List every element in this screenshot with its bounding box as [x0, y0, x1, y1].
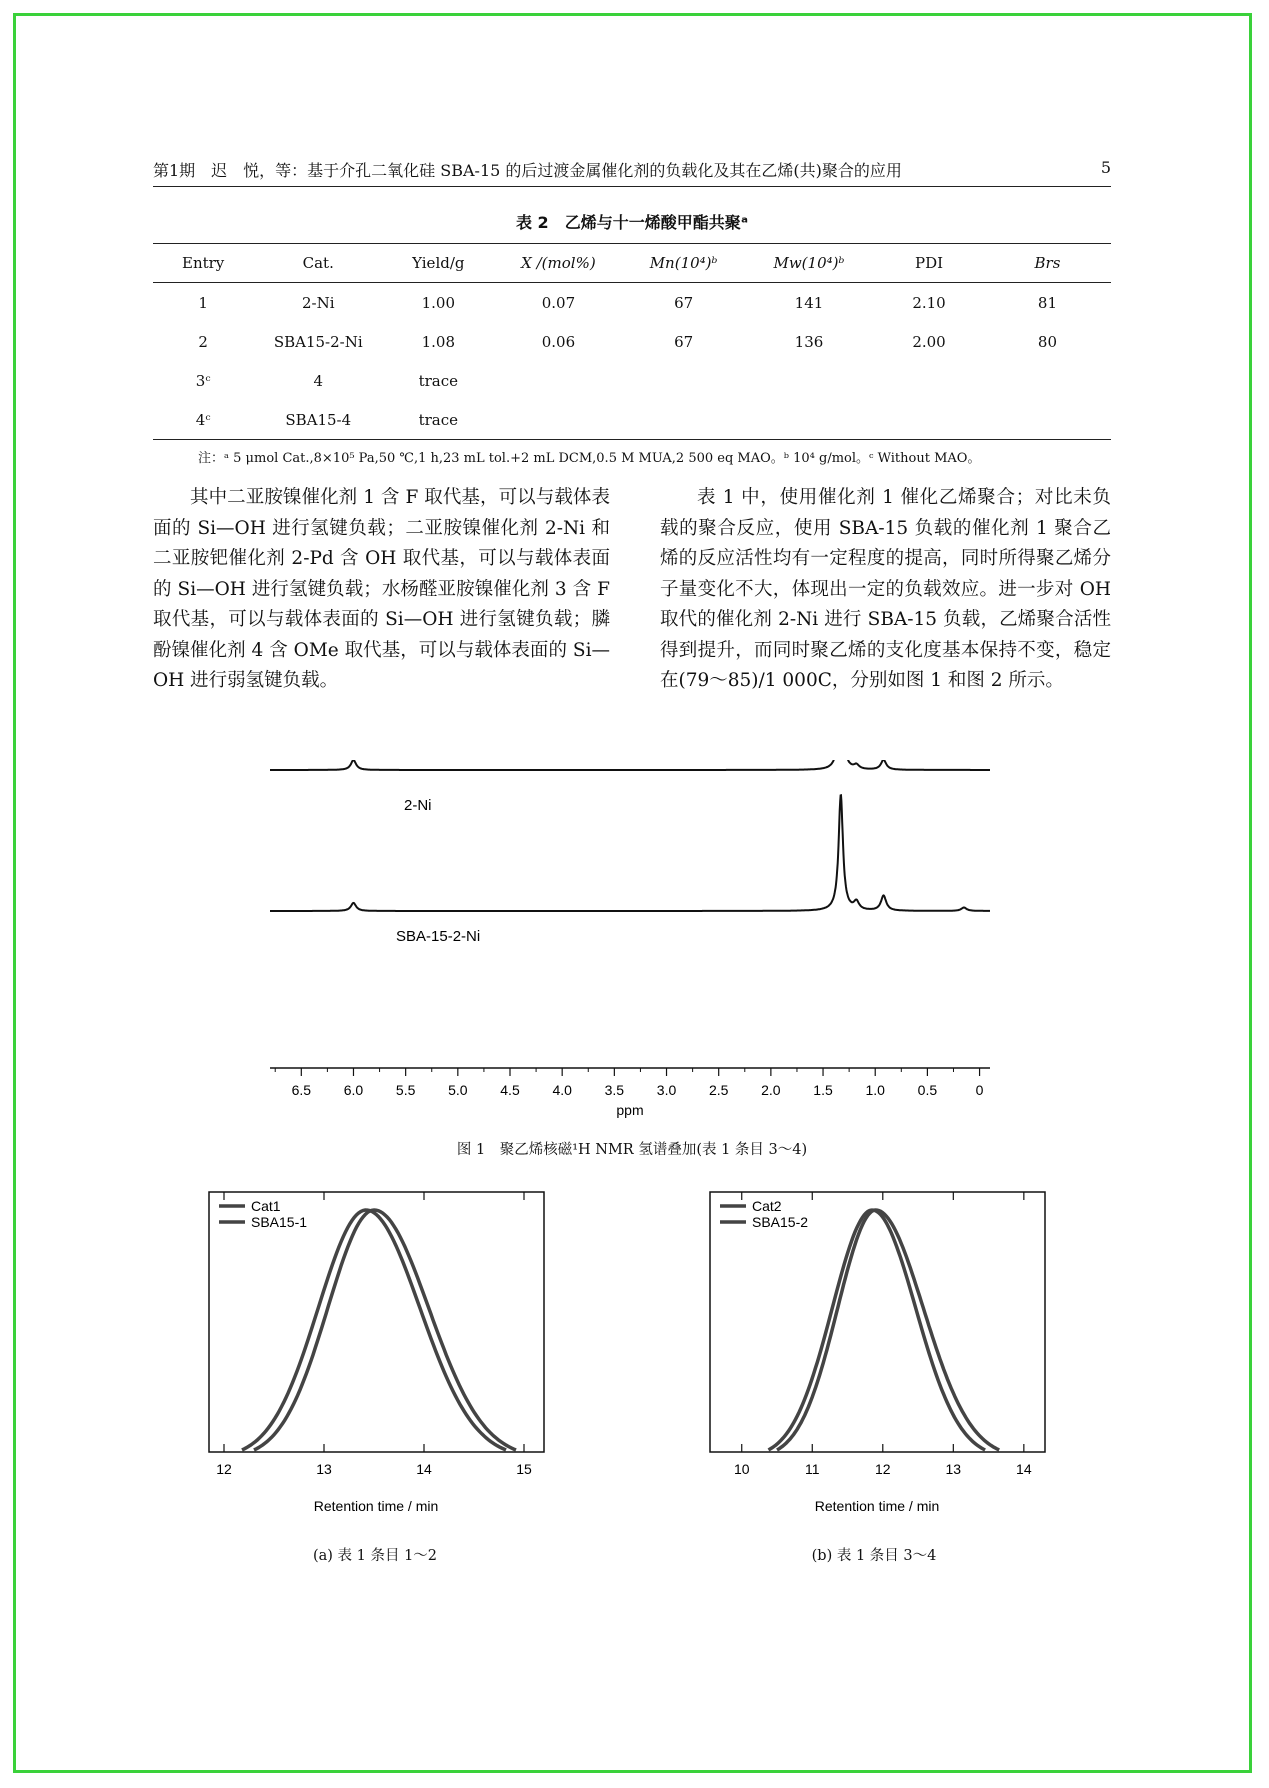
- table-cell: [744, 400, 874, 440]
- table-cell: 0.07: [541, 293, 576, 312]
- table2-note: 注：ᵃ 5 μmol Cat.,8×10⁵ Pa,50 ℃,1 h,23 mL tol.+2 mL DCM,0.5 M MUA,2 500 eq MAO。ᵇ 10⁴ g/mol。ᶜ Without MAO。: [198, 451, 981, 466]
- column-header: Brs: [984, 244, 1111, 283]
- legend-entry-sba15-2: SBA15-2: [752, 1214, 809, 1230]
- table-cell: trace: [383, 400, 493, 440]
- table-header-row: [153, 244, 1111, 283]
- x-tick-label: 15: [516, 1461, 532, 1477]
- table-cell: [874, 361, 984, 400]
- x-tick-label: 2.0: [761, 1082, 781, 1098]
- x-tick-label: 12: [875, 1461, 891, 1477]
- figure2b-caption: (b) 表 1 条目 3～4: [811, 1548, 937, 1564]
- figure2a-caption: (a) 表 1 条目 1～2: [312, 1548, 438, 1564]
- x-tick-label: 2.5: [708, 1082, 729, 1098]
- column-header: Entry: [153, 244, 253, 283]
- column-header: Yield/g: [383, 244, 493, 283]
- gpc-curve-cat1: [254, 1210, 516, 1450]
- nmr-trace-sba15-2-ni: [270, 795, 990, 911]
- x-tick-label: 11: [804, 1461, 820, 1477]
- figure2b-gpc-chart: [694, 1180, 1054, 1525]
- table-cell: SBA15-4: [253, 400, 383, 440]
- x-axis-label: Retention time / min: [313, 1498, 439, 1514]
- column-header: PDI: [874, 244, 984, 283]
- x-tick-label: 13: [945, 1461, 962, 1477]
- table-cell: 4: [313, 371, 323, 390]
- x-tick-label: 3.0: [656, 1082, 677, 1098]
- figure1-caption: 图 1 聚乙烯核磁¹H NMR 氢谱叠加(表 1 条目 3～4): [456, 1142, 808, 1158]
- table-row: [153, 283, 1111, 323]
- x-tick-label: 6.0: [343, 1082, 364, 1098]
- nmr-trace-2-ni: [270, 760, 990, 770]
- page-number: 5: [1100, 158, 1111, 177]
- legend-entry-cat2: Cat2: [752, 1198, 782, 1214]
- x-tick-label: 6.5: [291, 1082, 312, 1098]
- table-cell: 1.08: [421, 332, 456, 351]
- table-cell: 136: [794, 332, 824, 351]
- table-cell: 81: [1037, 293, 1057, 312]
- table-cell: [874, 400, 984, 440]
- gpc-curve-sba15-2: [777, 1210, 999, 1450]
- legend-entry-cat1: Cat1: [251, 1198, 281, 1214]
- series-label-2-ni: 2-Ni: [404, 797, 432, 814]
- plot-frame: [209, 1192, 544, 1452]
- figure1-nmr-chart: [260, 760, 1000, 1130]
- x-tick-label: 3.5: [604, 1082, 625, 1098]
- table-row: [153, 322, 1111, 361]
- x-axis-label: ppm: [616, 1102, 644, 1118]
- right-paragraph: 表 1 中，使用催化剂 1 催化乙烯聚合；对比未负载的聚合反应，使用 SBA-15 负载的催化剂 1 聚合乙烯的反应活性均有一定程度的提高，同时所得聚乙烯分子量变化不大，体现出一定的负载效应。进一步对 OH 取代的催化剂 2-Ni 进行 SBA-15 负载，乙烯聚合活性得到提升，而同时聚乙烯的支化度基本保持不变，稳定在(79～85)/1 000C，分别如图 1 和图 2 所示。: [660, 487, 1111, 691]
- table-cell: [623, 361, 743, 400]
- table-cell: 80: [1037, 332, 1057, 351]
- x-tick-label: 5.5: [395, 1082, 416, 1098]
- table-cell: [493, 400, 623, 440]
- x-tick-label: 1.5: [813, 1082, 833, 1098]
- table-cell: 1: [198, 293, 208, 312]
- x-tick-label: 4.5: [500, 1082, 520, 1098]
- x-tick-label: 14: [416, 1461, 432, 1477]
- table2: [153, 243, 1111, 440]
- x-tick-label: 12: [216, 1461, 232, 1477]
- x-tick-label: 13: [316, 1461, 332, 1477]
- x-axis-ticks: [275, 1068, 983, 1098]
- x-tick-label: 0: [975, 1082, 984, 1098]
- column-header: Mw(10⁴)ᵇ: [744, 244, 874, 283]
- left-paragraph: 其中二亚胺镍催化剂 1 含 F 取代基，可以与载体表面的 Si—OH 进行氢键负载；二亚胺镍催化剂 2-Ni 和二亚胺钯催化剂 2-Pd 含 OH 取代基，可以与载体表面的 Si—OH 进行氢键负载；水杨醛亚胺镍催化剂 3 含 F 取代基，可以与载体表面的 Si—OH 进行氢键负载；膦酚镍催化剂 4 含 OMe 取代基，可以与载体表面的 Si—OH 进行弱氢键负载。: [153, 487, 610, 691]
- table-cell: [984, 400, 1111, 440]
- x-tick-label: 4.0: [552, 1082, 572, 1098]
- running-header: [153, 156, 1111, 187]
- table-row: [153, 400, 1111, 440]
- body-column-right: [660, 483, 1111, 697]
- table-cell: 67: [674, 293, 694, 312]
- table-cell: 67: [674, 332, 694, 351]
- table-cell: 0.06: [541, 332, 576, 351]
- column-header: Cat.: [253, 244, 383, 283]
- plot-frame: [710, 1192, 1045, 1452]
- table-cell: 1.00: [421, 293, 456, 312]
- x-tick-label: 10: [733, 1461, 750, 1477]
- x-axis-ticks: [734, 1192, 1032, 1477]
- table-cell: 141: [794, 293, 824, 312]
- table-cell: [493, 361, 623, 400]
- gpc-curve-cat2: [769, 1210, 986, 1450]
- legend-entry-sba15-1: SBA15-1: [251, 1214, 308, 1230]
- series-label-sba15-2-ni: SBA-15-2-Ni: [396, 928, 481, 945]
- table-row: [153, 361, 1111, 400]
- table-cell: 2: [198, 332, 208, 351]
- table2-title: 表 2 乙烯与十一烯酸甲酯共聚ᵃ: [515, 213, 749, 232]
- column-header: X /(mol%): [493, 244, 623, 283]
- header-title: 第1期 迟 悦，等：基于介孔二氧化硅 SBA-15 的后过渡金属催化剂的负载化及其在乙烯(共)聚合的应用: [153, 161, 902, 180]
- body-column-left: [153, 483, 610, 697]
- table-cell: [623, 400, 743, 440]
- x-tick-label: 1.0: [865, 1082, 885, 1098]
- table-cell: 2.10: [912, 293, 946, 312]
- table-cell: trace: [418, 371, 459, 390]
- table-cell: [984, 361, 1111, 400]
- table-cell: 2.00: [912, 332, 946, 351]
- gpc-curve-sba15-1: [242, 1210, 506, 1450]
- x-axis-label: Retention time / min: [814, 1498, 940, 1514]
- table-cell: 4ᶜ: [153, 400, 253, 440]
- table-cell: [744, 361, 874, 400]
- table-cell: SBA15-2-Ni: [273, 332, 363, 351]
- x-tick-label: 5.0: [448, 1082, 468, 1098]
- table-cell: 3ᶜ: [195, 371, 211, 390]
- x-tick-label: 14: [1016, 1461, 1032, 1477]
- table-cell: 2-Ni: [301, 293, 335, 312]
- figure2a-gpc-chart: [195, 1180, 555, 1525]
- x-tick-label: 0.5: [917, 1082, 938, 1098]
- column-header: Mn(10⁴)ᵇ: [623, 244, 743, 283]
